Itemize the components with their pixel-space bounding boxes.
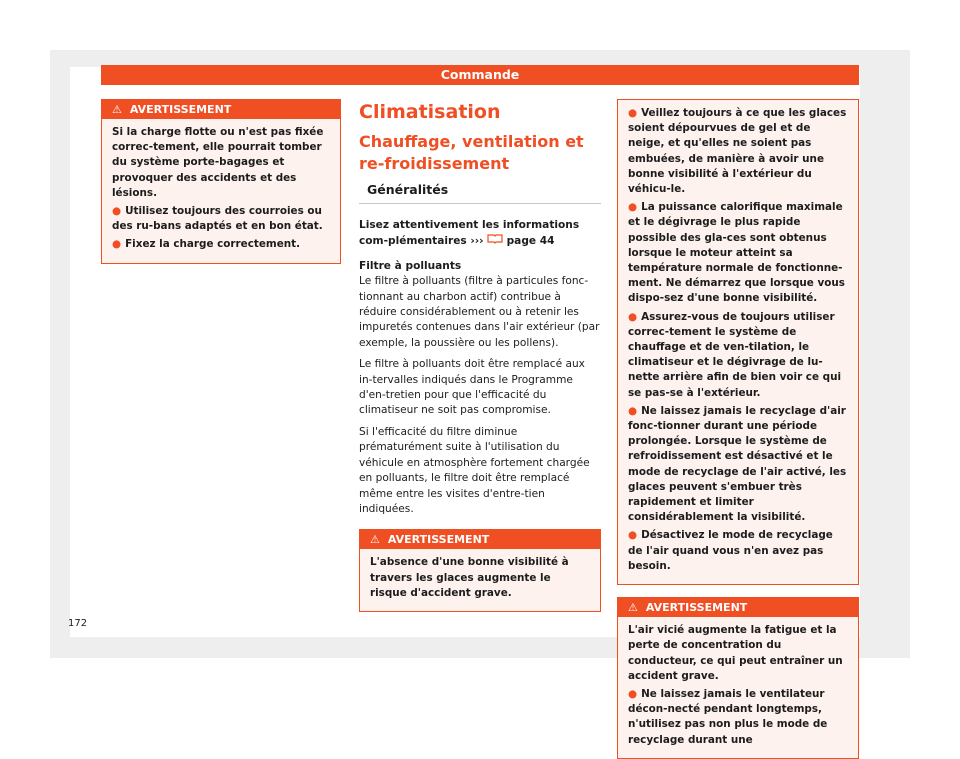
subheading: Filtre à polluants: [359, 259, 462, 272]
warning-text: Si la charge flotte ou n'est pas fixée correc-tement, elle pourrait tomber du système porte-bagages et provoquer des accidents et des lésions.: [112, 126, 324, 199]
section-heading: Chauffage, ventilation et re-froidissement: [359, 132, 584, 173]
warning-body: [618, 617, 858, 758]
warning-bullet: ● Ne laissez jamais le ventilateur décon-necté pendant longtemps, n'utilisez pas non plus le mode de recyclage durant une: [628, 687, 828, 746]
warning-box: [617, 597, 859, 759]
warning-text: L'absence d'une bonne visibilité à travers les glaces augmente le risque d'accident grave.: [370, 556, 569, 599]
warning-bullet: ● Veillez toujours à ce que les glaces soient dépourvues de gel et de neige, et qu'elles ne soient pas embuées, de manière à avoir une bonne visibilité à l'extérieur du véhicu-le.: [628, 107, 847, 196]
warning-header: [102, 100, 340, 119]
warning-bullet: ● Désactivez le mode de recyclage de l'air quand vous n'en avez pas besoin.: [628, 529, 833, 572]
section-title: Commande: [440, 67, 520, 82]
paragraph: Le filtre à polluants (filtre à particules fonc-tionnant au charbon actif) contribue à réduire considérablement ou à retenir les impuretés contenues dans l'air extérieur (par exemple, la poussière ou les pollens).: [359, 275, 600, 349]
page-reference-link[interactable]: page 44: [506, 235, 555, 248]
column-left: [101, 99, 341, 264]
bullet-icon: ●: [628, 107, 638, 119]
paragraph: Si l'efficacité du filtre diminue prématurément suite à l'utilisation du véhicule en atmosphère fortement chargée en polluants, le filtre doit être remplacé même entre les visites d'entre-tien indiquées.: [359, 425, 590, 515]
warning-text: L'air vicié augmente la fatigue et la perte de concentration du conducteur, ce qui peut entraîner un accident grave.: [628, 624, 843, 682]
warning-bullet: ● Fixez la charge correctement.: [112, 238, 301, 251]
bullet-icon: ●: [112, 238, 122, 251]
warning-triangle-icon: ⚠: [370, 533, 380, 547]
warning-body: [360, 549, 600, 611]
warning-body: [102, 119, 340, 263]
section-header: [101, 65, 859, 85]
warning-title: AVERTISSEMENT: [645, 601, 748, 615]
book-reference-icon: [487, 235, 506, 247]
intro-text: Lisez attentivement les informations com-plémentaires ››› page 44: [359, 219, 580, 248]
warning-header: [618, 598, 858, 617]
bullet-icon: ●: [112, 205, 122, 218]
warning-bullet: ● Assurez-vous de toujours utiliser correc-tement le système de chauffage et de ven-tilation, le climatiseur et le dégivrage de lu-nette arrière afin de bien voir ce qui se pas-se à l'extérieur.: [628, 310, 842, 399]
page-number: 172: [68, 618, 88, 629]
warning-continued-box: [617, 99, 859, 585]
paragraph: Le filtre à polluants doit être remplacé aux in-tervalles indiqués dans le Programme d'en-tretien pour que l'efficacité du climatiseur ne soit pas compromise.: [359, 358, 585, 417]
bullet-icon: ●: [628, 687, 638, 700]
subsection-heading: Généralités: [359, 181, 601, 204]
warning-title: AVERTISSEMENT: [387, 533, 490, 547]
warning-box: [359, 529, 601, 612]
warning-triangle-icon: ⚠: [112, 103, 122, 116]
warning-bullet: ● Utilisez toujours des courroies ou des ru-bans adaptés et en bon état.: [112, 205, 323, 233]
column-middle: [359, 99, 601, 612]
column-right: [617, 99, 859, 759]
bullet-icon: ●: [628, 201, 638, 214]
bullet-icon: ●: [628, 529, 638, 542]
warning-triangle-icon: ⚠: [628, 601, 638, 615]
warning-box: [101, 99, 341, 264]
warning-bullet: ● La puissance calorifique maximale et le dégivrage le plus rapide possible des gla-ces sont obtenus lorsque le moteur atteint sa température normale de fonctionne-ment. Ne démarrez que lorsque vous dispo-sez d'une bonne visibilité.: [628, 201, 845, 305]
bullet-icon: ●: [628, 310, 638, 323]
warning-bullet: ● Ne laissez jamais le recyclage d'air fonc-tionner durant une période prolongée. Lorsque le système de refroidissement est désactivé et le mode de recyclage de l'air activé, les glaces peuvent s'embuer très rapidement et limiter considérablement la visibilité.: [628, 404, 847, 524]
warning-body: [618, 100, 858, 584]
warning-title: AVERTISSEMENT: [129, 103, 232, 116]
warning-header: [360, 530, 600, 549]
chapter-title: Climatisation: [359, 101, 501, 123]
bullet-icon: ●: [628, 404, 638, 417]
